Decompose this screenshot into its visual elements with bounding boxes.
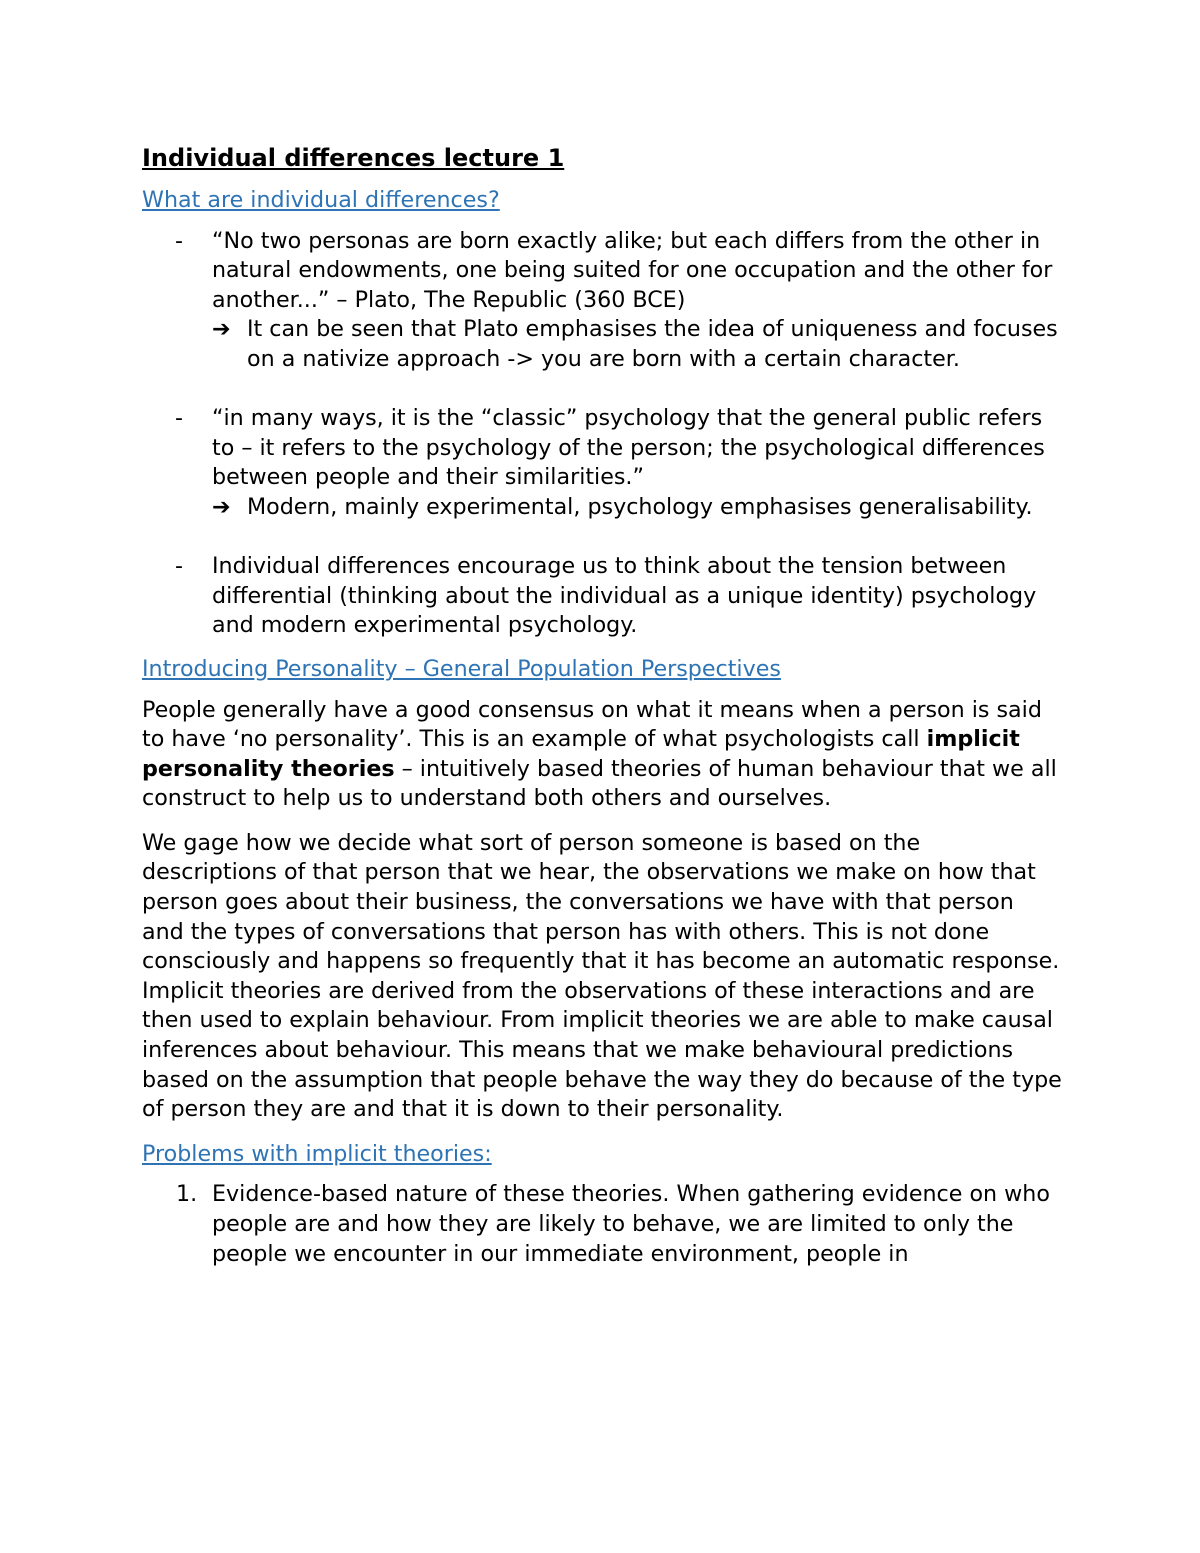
arrow-sublist [212, 493, 1062, 523]
document-title: Individual differences lecture 1 [142, 144, 565, 172]
list-number: 1. [176, 1181, 198, 1208]
arrow-item-text: Modern, mainly experimental, psychology emphasises generalisability. [247, 493, 1033, 520]
arrow-item-text: It can be seen that Plato emphasises the idea of uniqueness and focuses on a nativize approach -> you are born with a certain character. [247, 316, 1058, 372]
document-content [142, 140, 1062, 1269]
section-heading-individual-differences: What are individual differences? [142, 187, 500, 213]
section-heading-introducing-personality: Introducing Personality – General Population Perspectives [142, 655, 781, 682]
dash-bullet: - [175, 405, 184, 432]
arrow-list-item [212, 315, 1062, 374]
paragraph-text: People generally have a good consensus on what it means when a person is said to have ‘no personality’. This is an example of what psychologists call [142, 696, 1042, 753]
numbered-item-text: Evidence-based nature of these theories. When gathering evidence on who people are and how they are likely to behave, we are limited to only the people we encounter in our immediate environment, people in [212, 1181, 1050, 1267]
list-item [142, 552, 1062, 641]
list-item-text: Individual differences encourage us to think about the tension between differential (thinking about the individual as a unique identity) psychology and modern experimental psychology. [212, 553, 1037, 639]
arrow-right-icon: ➔ [212, 493, 231, 520]
dash-bullet: - [175, 227, 184, 254]
bold-term: implicit personality theories [142, 726, 1020, 782]
dash-list [142, 227, 1062, 641]
numbered-list-item [142, 1180, 1062, 1269]
list-item [142, 404, 1062, 522]
list-item-text: “in many ways, it is the “classic” psychology that the general public refers to – it refers to the psychology of the person; the psychological differences between people and their similarities.” [212, 405, 1045, 491]
numbered-list [142, 1180, 1062, 1269]
paragraph-how-we-judge: We gage how we decide what sort of person someone is based on the descriptions of that person that we hear, the observations we make on how that person goes about their business, the conversations we have with that person and the types of conversations that person has with others. This is not done consciously and happens so frequently that it has become an automatic response. Implicit theories are derived from the observations of these interactions and are then used to explain behaviour. From implicit theories we are able to make causal inferences about behaviour. This means that we make behavioural predictions based on the assumption that people behave the way they do because of the type of person they are and that it is down to their personality. [142, 829, 1062, 1123]
list-item [142, 227, 1062, 375]
paragraph-text: – intuitively based theories of human behaviour that we all construct to help us to understand both others and ourselves. [142, 755, 1057, 812]
section-heading-problems: Problems with implicit theories: [142, 1140, 492, 1167]
list-item-text: “No two personas are born exactly alike; but each differs from the other in natural endowments, one being suited for one occupation and the other for another...” – Plato, The Republic (360 BCE) [212, 227, 1053, 313]
arrow-list-item [212, 493, 1062, 523]
arrow-right-icon: ➔ [212, 316, 231, 343]
paragraph-implicit-theories [142, 696, 1062, 814]
arrow-sublist [212, 315, 1062, 374]
dash-bullet: - [175, 553, 184, 580]
